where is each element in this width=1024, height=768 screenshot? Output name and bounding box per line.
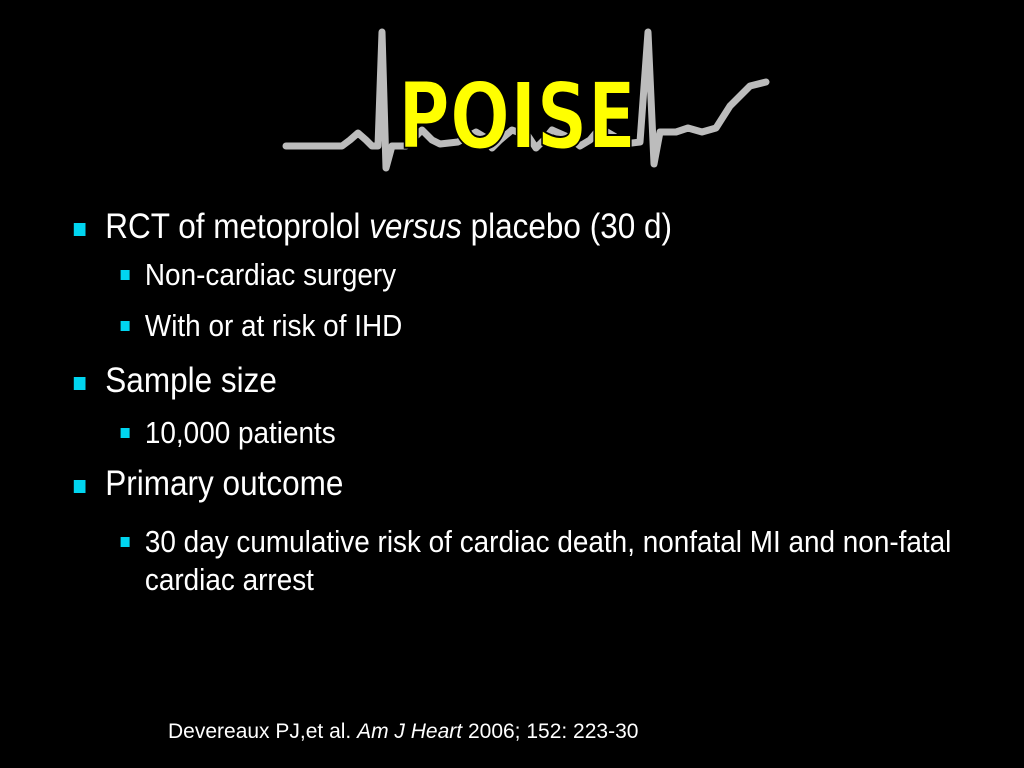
sub-item-label: 10,000 patients: [144, 415, 336, 450]
sub-item-label: Non-cardiac surgery: [144, 257, 397, 292]
sub-item-outcome-definition: [72, 523, 952, 599]
citation-journal: Am J Heart: [357, 720, 463, 743]
sub-item-label: With or at risk of IHD: [144, 308, 403, 343]
square-bullet-icon: [74, 480, 86, 493]
sub-item-ihd: [72, 307, 900, 345]
logo-text: POISE: [398, 63, 636, 170]
bullet-label: Sample size: [105, 361, 277, 400]
citation-authors: Devereaux PJ,et al.: [168, 720, 358, 743]
ecg-trace-icon: [280, 28, 770, 178]
sub-item-label: 30 day cumulative risk of cardiac death, nonfatal MI and non-fatal cardiac arrest: [144, 524, 952, 597]
rct-suffix: placebo (30 d): [461, 207, 672, 246]
sub-item-patients: [72, 414, 900, 452]
bullet-item-sample-size: [72, 360, 900, 402]
square-bullet-icon: [74, 377, 86, 390]
citation: [168, 718, 638, 746]
citation-details: 2006; 152: 223-30: [462, 720, 639, 743]
bullet-item-rct: [72, 206, 900, 248]
bullet-list: [72, 206, 992, 599]
square-bullet-icon: [121, 428, 130, 438]
square-bullet-icon: [121, 270, 130, 280]
bullet-item-primary-outcome: [72, 463, 900, 505]
rct-emphasis: versus: [369, 207, 462, 246]
square-bullet-icon: [121, 321, 130, 331]
bullet-label: Primary outcome: [105, 464, 344, 503]
rct-prefix: RCT of metoprolol: [105, 207, 370, 246]
sub-item-surgery: [72, 256, 900, 294]
square-bullet-icon: [74, 223, 86, 236]
poise-logo: [280, 28, 770, 178]
square-bullet-icon: [121, 537, 130, 547]
